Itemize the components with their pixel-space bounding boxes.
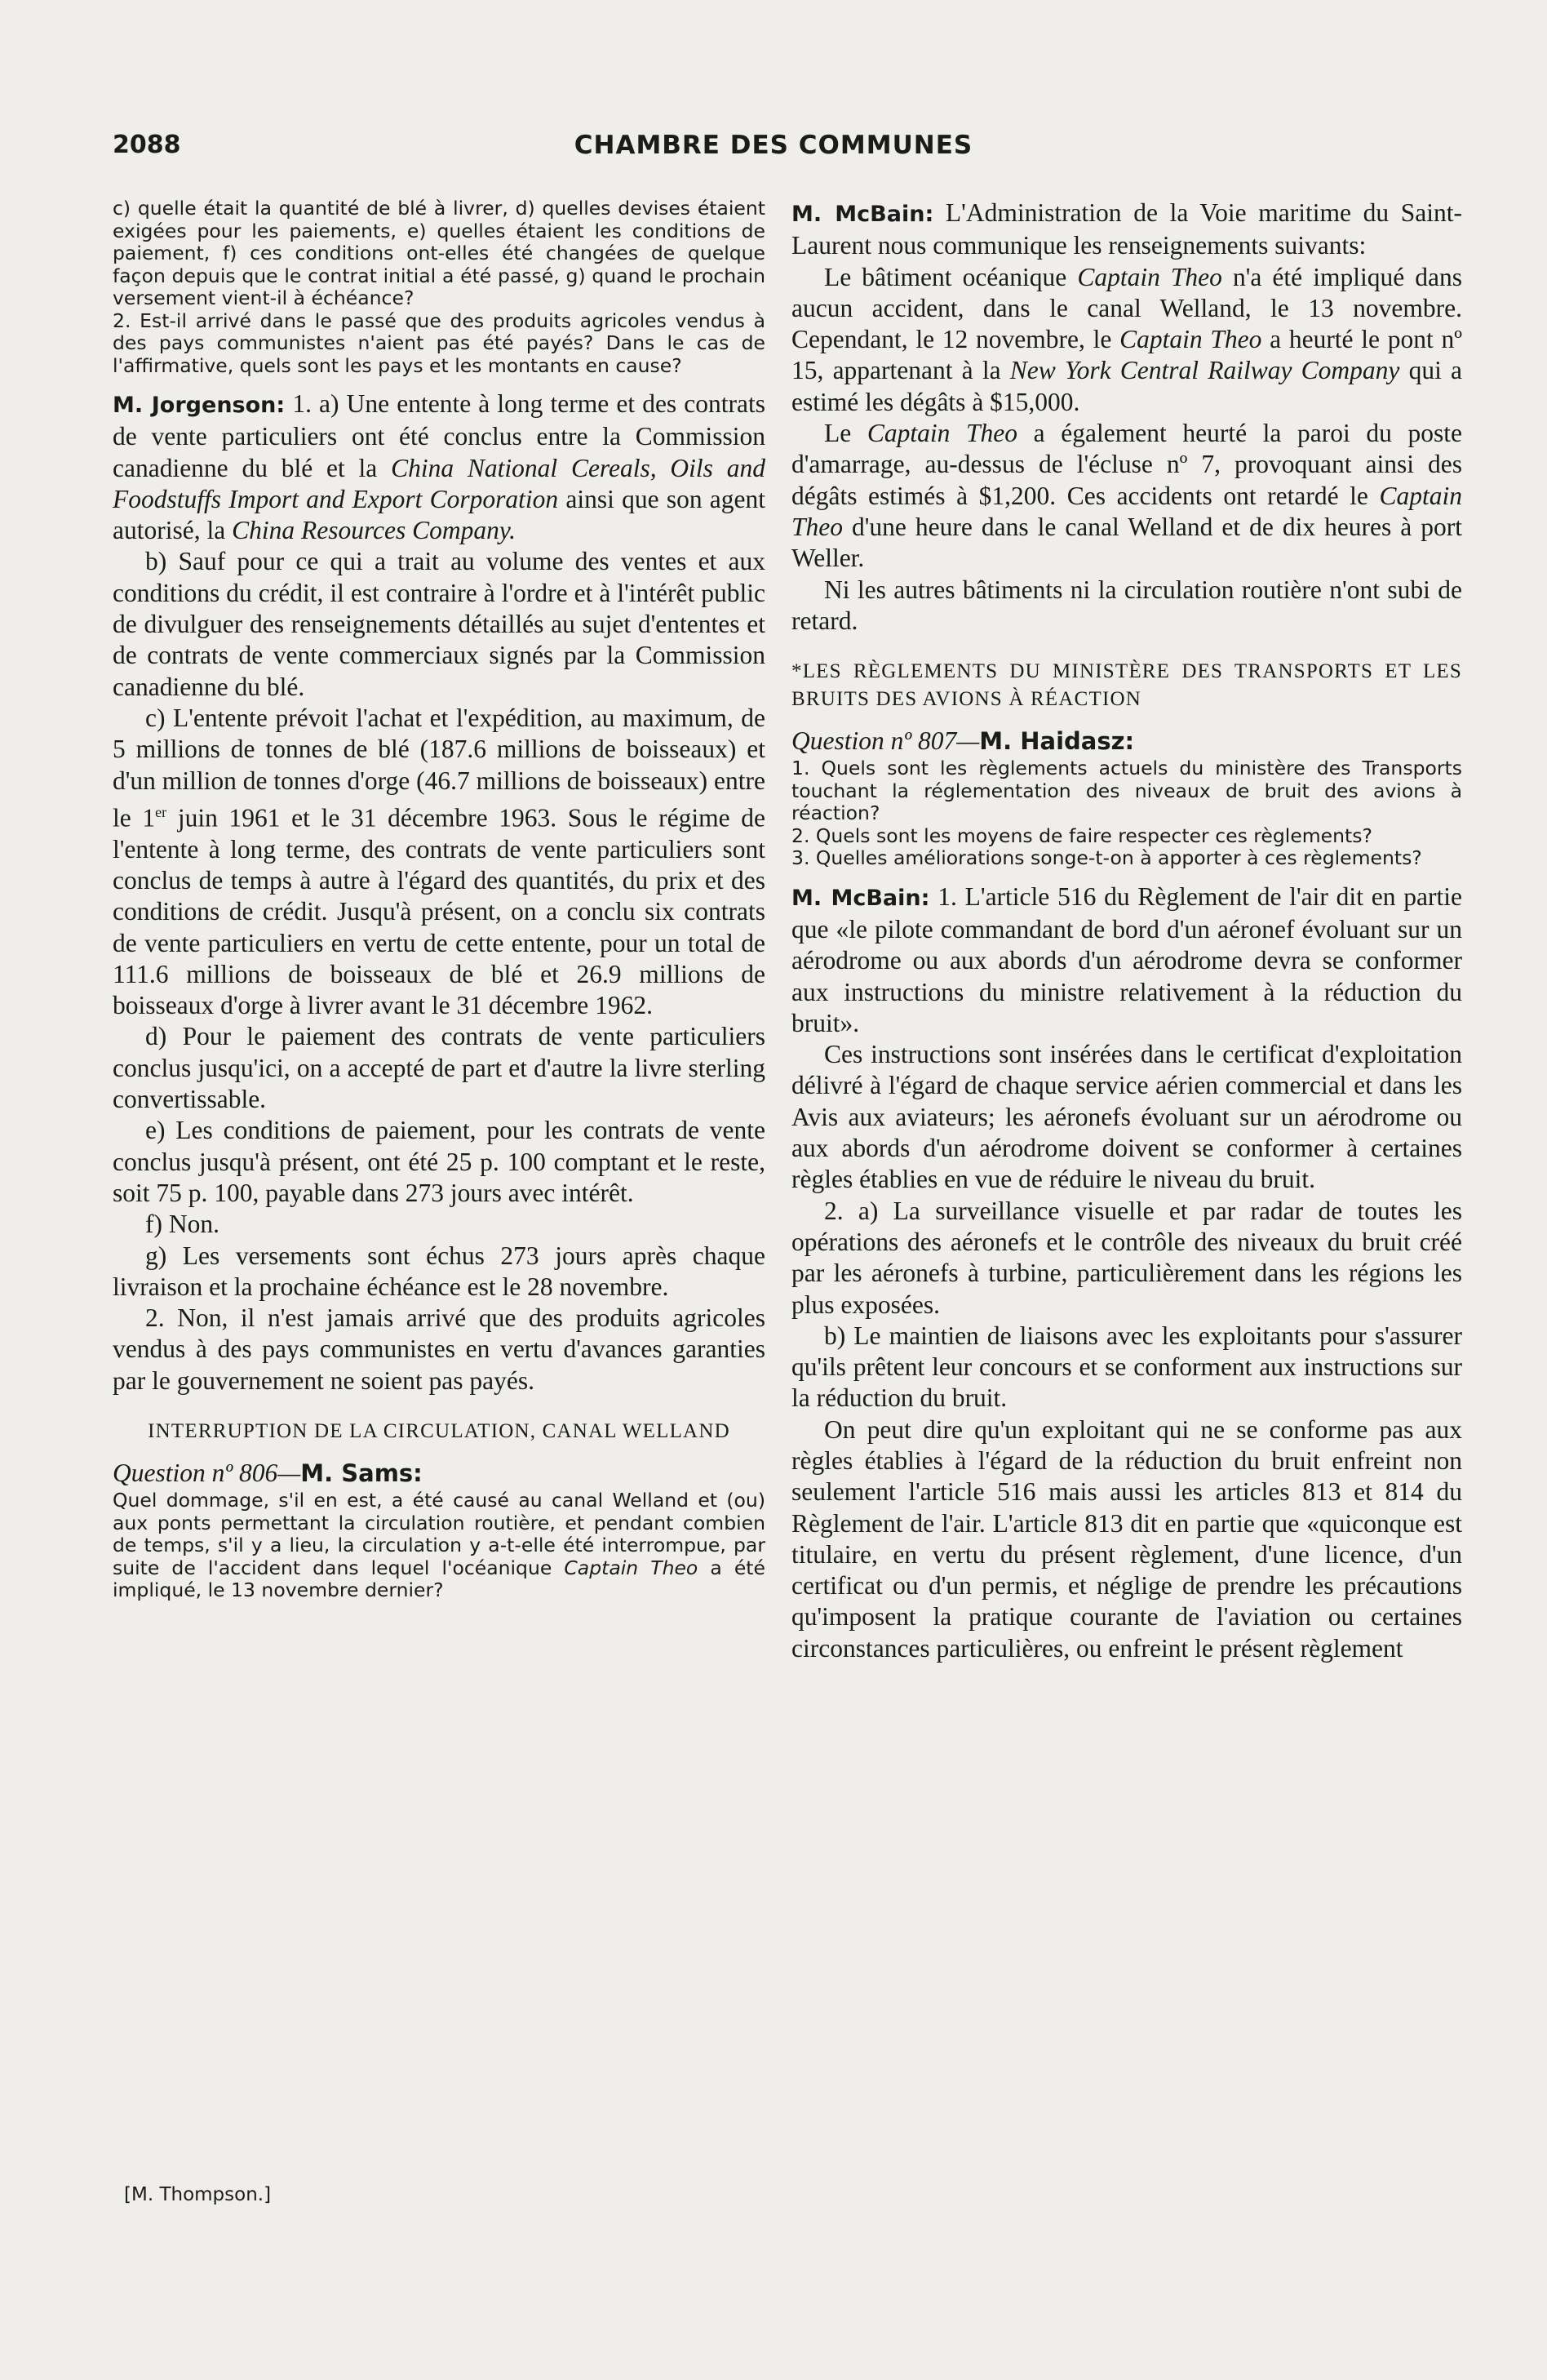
page-number: 2088 <box>113 131 181 159</box>
answer-806-para-3: Le Captain Theo a également heurté la paroi du poste d'amarrage, au-dessus de l'écluse nº 7, provoquant ainsi des dégâts estimés à $1,200. Ces accidents ont retardé le Captain Theo d'une heure dans le canal Welland et de dix heures à port Weller. <box>791 419 1463 573</box>
member-haidasz: M. Haidasz: <box>979 727 1135 756</box>
ship-name: Captain Theo <box>564 1556 698 1579</box>
section-heading-welland: INTERRUPTION DE LA CIRCULATION, CANAL WELLAND <box>148 1420 730 1442</box>
member-sams: M. Sams: <box>300 1459 423 1487</box>
answer-1g: g) Les versements sont échus 273 jours après chaque livraison et la prochaine échéance est le 28 novembre. <box>113 1241 765 1301</box>
question-807-item-3: 3. Quelles améliorations songe-t-on à apporter à ces règlements? <box>791 846 1422 870</box>
answer-806-para-4: Ni les autres bâtiments ni la circulation routière n'ont subi de retard. <box>791 575 1462 635</box>
speaker-jorgenson: M. Jorgenson: <box>113 393 286 418</box>
right-column <box>791 198 1462 1664</box>
question-807-item-2: 2. Quels sont les moyens de faire respecter ces règlements? <box>791 824 1372 847</box>
question-807-item-1: 1. Quels sont les règlements actuels du ministère des Transports touchant la réglementation des niveaux de bruit des avions à réaction? <box>791 757 1462 825</box>
left-column <box>113 198 765 1602</box>
page-header <box>0 131 1547 171</box>
answer-1a: M. Jorgenson: 1. a) Une entente à long terme et des contrats de vente particuliers ont été conclus entre la Commission canadienne du blé et la China National Cereals, Oils and Foodstuffs Import and Export Corporation ainsi que son agent autorisé, la China Resources Company. <box>113 389 766 545</box>
answer-1f: f) Non. <box>145 1210 219 1239</box>
answer-807-1b: Ces instructions sont insérées dans le certificat d'exploitation délivré à l'égard de chaque service aérien commercial et dans les Avis aux aviateurs; les aéronefs évoluant sur un aérodrome ou aux abords d'un aérodrome doivent se conformer à certaines règles établies en vue de réduire le niveau du bruit. <box>791 1040 1462 1194</box>
answer-807-2a: 2. a) La surveillance visuelle et par radar de toutes les opérations des aéronefs et le contrôle des niveaux du bruit créé par les aéronefs à turbine, particulièrement dans les régions les plus exposées. <box>791 1196 1462 1319</box>
question-806-text: Quel dommage, s'il en est, a été causé au canal Welland et (ou) aux ponts permettant la circulation routière, et pendant combien de temps, s'il y a lieu, la circulation y a-t-elle été interrompue, par suite de l'accident dans lequel l'océanique Captain Theo a été impliqué, le 13 novembre dernier? <box>113 1489 765 1601</box>
question-intro-part-1: c) quelle était la quantité de blé à livrer, d) quelles devises étaient exigées pour les paiements, e) quelles étaient les conditions de paiement, f) ces conditions ont-elles été changées de quelque façon depuis que le contrat initial a été passé, g) quand le prochain versement vient-il à échéance? <box>113 197 765 309</box>
mcbain-answer-807-1: M. McBain: 1. L'article 516 du Règlement de l'air dit en partie que «le pilote commandant de bord d'un aéronef évoluant sur un aérodrome ou aux abords d'un aérodrome devra se conformer aux instructions du ministre relativement à la réduction du bruit». <box>791 881 1462 1037</box>
answer-1b: b) Sauf pour ce qui a trait au volume des ventes et aux conditions du crédit, il est contraire à l'ordre et à l'intérêt public de divulguer des renseignements détaillés au sujet d'ententes et de contrats de vente commerciaux signés par la Commission canadienne du blé. <box>113 547 765 701</box>
answer-806-para-2: Le bâtiment océanique Captain Theo n'a été impliqué dans aucun accident, dans le canal Welland, le 13 novembre. Cependant, le 12 novembre, le Captain Theo a heurté le pont nº 15, appartenant à la New York Central Railway Company qui a estimé les dégâts à $15,000. <box>791 262 1463 416</box>
corporation-name: China National Cereals, Oils and Foodstuffs Import and Export Corporation <box>113 453 765 513</box>
question-806-line: Question nº 806—M. Sams: <box>113 1459 423 1487</box>
section-heading-transports: *LES RÈGLEMENTS DU MINISTÈRE DES TRANSPORTS ET LES BRUITS DES AVIONS À RÉACTION <box>791 660 1462 711</box>
speaker-mcbain: M. McBain: <box>791 202 934 227</box>
answer-807-2b: b) Le maintien de liaisons avec les exploitants pour s'assurer qu'ils prêtent leur concours et se conforment aux instructions sur la réduction du bruit. <box>791 1321 1462 1413</box>
agent-name: China Resources Company. <box>232 516 516 545</box>
railway-company: New York Central Railway Company <box>1009 356 1400 385</box>
footer-speaker-reference: [M. Thompson.] <box>124 2184 272 2205</box>
mcbain-answer-806: M. McBain: L'Administration de la Voie maritime du Saint-Laurent nous communique les renseignements suivants: <box>791 198 1462 260</box>
question-807-line: Question nº 807—M. Haidasz: <box>791 726 1135 756</box>
answer-807-3: On peut dire qu'un exploitant qui ne se conforme pas aux règles établies à l'égard de la réduction du bruit enfreint non seulement l'article 516 mais aussi les articles 813 et 814 du Règlement de l'air. L'article 813 dit en partie que «quiconque est titulaire, en vertu du présent règlement, d'une licence, d'un certificat ou d'un permis, et néglige de prendre les précautions qu'imposent la pratique courante de l'aviation ou certaines circonstances particulières, ou enfreint le présent règlement <box>791 1414 1462 1663</box>
answer-1d: d) Pour le paiement des contrats de vente particuliers conclus jusqu'ici, on a accepté de part et d'autre la livre sterling convertissable. <box>113 1022 765 1114</box>
answer-2: 2. Non, il n'est jamais arrivé que des produits agricoles vendus à des pays communistes en vertu d'avances garanties par le gouvernement ne soient pas payés. <box>113 1303 765 1395</box>
question-intro-part-2: 2. Est-il arrivé dans le passé que des produits agricoles vendus à des pays communistes n'aient pas été payés? Dans le cas de l'affirmative, quels sont les pays et les montants en cause? <box>113 309 765 377</box>
answer-1e: e) Les conditions de paiement, pour les contrats de vente conclus jusqu'à présent, ont été 25 p. 100 comptant et le reste, soit 75 p. 100, payable dans 273 jours avec intérêt. <box>113 1116 765 1207</box>
answer-1c: c) L'entente prévoit l'achat et l'expédition, au maximum, de 5 millions de tonnes de blé (187.6 millions de boisseaux) et d'un million de tonnes d'orge (46.7 millions de boisseaux) entre le 1er juin 1961 et le 31 décembre 1963. Sous le régime de l'entente à long terme, des contrats de vente particuliers sont conclus de temps à autre à l'égard des quantités, du prix et des conditions de crédit. Jusqu'à présent, on a conclu six contrats de vente particuliers en vertu de cette entente, pour un total de 111.6 millions de boisseaux de blé et 26.9 millions de boisseaux d'orge à livrer avant le 31 décembre 1962. <box>113 703 765 1020</box>
running-head: CHAMBRE DES COMMUNES <box>574 131 973 160</box>
